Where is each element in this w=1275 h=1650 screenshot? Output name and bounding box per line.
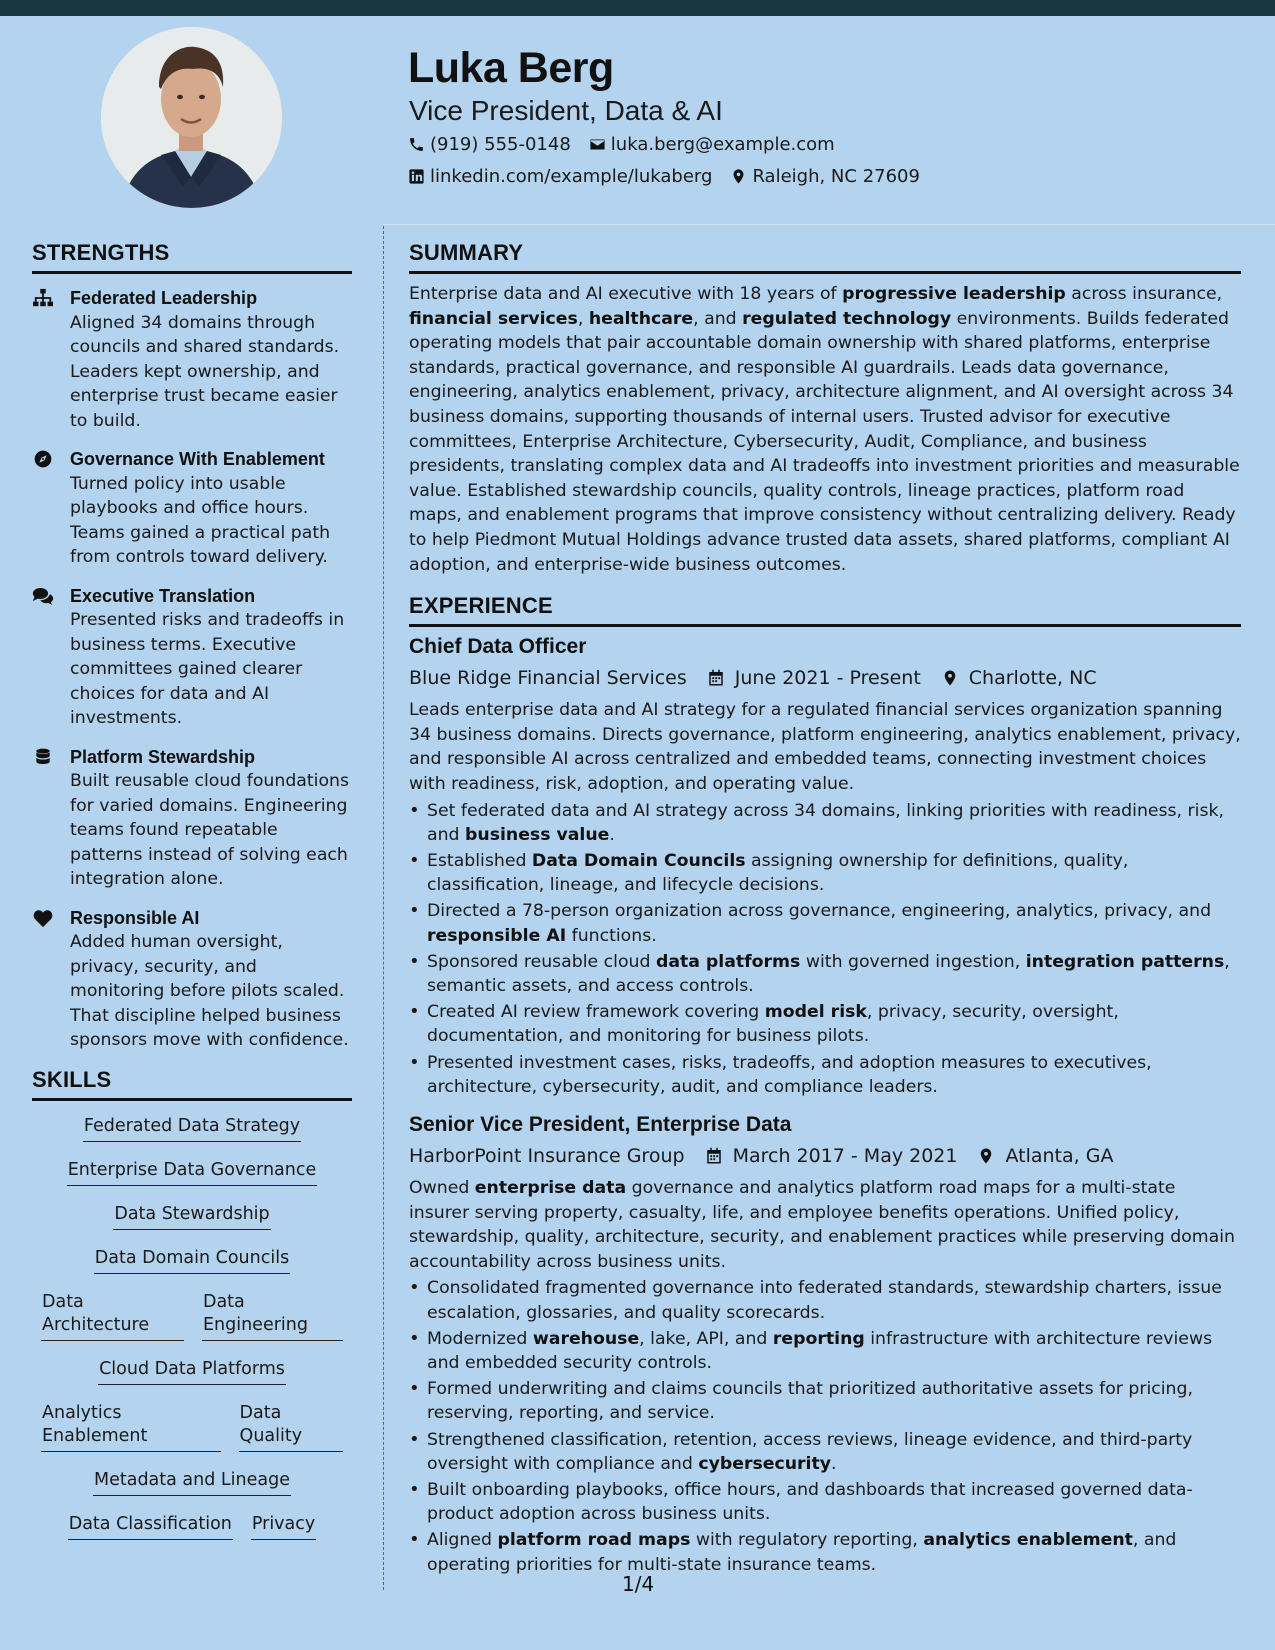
strength-title: Responsible AI bbox=[70, 907, 200, 928]
skill-tag: Data Architecture bbox=[41, 1291, 184, 1341]
strength-desc: Aligned 34 domains through councils and shared standards. Leaders kept ownership, and enterprise trust became easier to build. bbox=[70, 312, 340, 431]
strength-title: Platform Stewardship bbox=[70, 746, 256, 767]
job-dates: June 2021 - Present bbox=[734, 667, 921, 690]
text-run: Modernized bbox=[427, 1328, 533, 1349]
bullet-item bbox=[409, 1051, 1241, 1099]
emphasis-text: progressive leadership bbox=[842, 284, 1066, 304]
email-text: luka.berg@example.com bbox=[610, 134, 835, 155]
strength-item bbox=[32, 745, 352, 892]
column-divider bbox=[383, 226, 384, 1590]
job-entry bbox=[409, 1113, 1241, 1577]
job-meta bbox=[409, 1145, 1241, 1167]
bullet-item bbox=[409, 1528, 1241, 1576]
text-run: Leads enterprise data and AI strategy for a regulated financial services organization spanning 34 business domains. Directs governance, platform engineering, analytics enablement, privacy, and responsible AI across centralized and embedded teams, connecting investment choices with readiness, risk, adoption, and operating value. bbox=[409, 700, 1241, 794]
strength-title: Executive Translation bbox=[70, 585, 256, 606]
emphasis-text: cybersecurity bbox=[698, 1453, 832, 1474]
text-run: Owned bbox=[409, 1177, 475, 1198]
bullet-item bbox=[409, 899, 1241, 947]
database-icon bbox=[32, 747, 54, 767]
emphasis-text: integration patterns bbox=[1025, 951, 1225, 972]
emphasis-text: enterprise data bbox=[474, 1177, 627, 1198]
text-run: Established bbox=[427, 850, 532, 871]
skill-tag: Cloud Data Platforms bbox=[98, 1358, 286, 1385]
text-run: Created AI review framework covering bbox=[427, 1002, 765, 1023]
text-run: Formed underwriting and claims councils that prioritized authoritative assets for pricing, reserving, reporting, and service. bbox=[427, 1379, 1193, 1424]
email-contact[interactable] bbox=[589, 134, 835, 155]
emphasis-text: model risk bbox=[764, 1002, 867, 1023]
emphasis-text: regulated technology bbox=[742, 308, 952, 329]
text-run: Enterprise data and AI executive with 18 years of bbox=[409, 284, 843, 304]
job-company: HarborPoint Insurance Group bbox=[409, 1144, 685, 1167]
sitemap-icon bbox=[32, 288, 54, 308]
compass-icon bbox=[32, 449, 54, 469]
strength-title: Federated Leadership bbox=[70, 288, 258, 308]
emphasis-text: financial services bbox=[409, 308, 578, 329]
bullet-item bbox=[409, 950, 1241, 998]
job-location: Atlanta, GA bbox=[1005, 1144, 1114, 1167]
skill-tag: Federated Data Strategy bbox=[83, 1115, 301, 1142]
strength-title: Governance With Enablement bbox=[70, 449, 325, 469]
bullet-item bbox=[409, 1478, 1241, 1526]
text-run: . bbox=[609, 824, 615, 845]
page-number: 1/4 bbox=[622, 1572, 655, 1596]
candidate-name: Luka Berg bbox=[408, 44, 614, 92]
bullet-item bbox=[409, 1327, 1241, 1375]
envelope-icon bbox=[589, 136, 606, 153]
text-run: Built onboarding playbooks, office hours, and dashboards that increased governed data-product adoption across business units. bbox=[427, 1479, 1193, 1525]
job-bullets bbox=[409, 799, 1241, 1099]
emphasis-text: business value bbox=[465, 824, 610, 845]
phone-icon bbox=[408, 136, 425, 153]
skill-tag: Data Engineering bbox=[202, 1291, 343, 1341]
emphasis-text: analytics enablement bbox=[923, 1530, 1133, 1551]
contact-row-2 bbox=[408, 166, 938, 187]
strength-desc: Added human oversight, privacy, security, and monitoring before pilots scaled. That discipline helped business sponsors move with confidence. bbox=[70, 932, 349, 1050]
text-run: with governed ingestion, bbox=[800, 951, 1026, 972]
strengths-list bbox=[32, 286, 352, 1053]
job-title: Chief Data Officer bbox=[409, 635, 587, 659]
header-divider bbox=[383, 224, 1275, 225]
emphasis-text: Data Domain Councils bbox=[531, 850, 746, 871]
profile-photo bbox=[101, 27, 282, 208]
job-entry bbox=[409, 635, 1241, 1099]
strengths-heading: STRENGTHS bbox=[32, 240, 352, 274]
skill-tag: Privacy bbox=[251, 1513, 316, 1540]
experience-heading: EXPERIENCE bbox=[409, 593, 1241, 627]
bullet-item bbox=[409, 799, 1241, 847]
strength-item bbox=[32, 906, 352, 1053]
phone-text: (919) 555-0148 bbox=[430, 134, 571, 155]
skills-list bbox=[32, 1115, 352, 1557]
text-run: Directed a 78-person organization across governance, engineering, analytics, privacy, and bbox=[427, 901, 1212, 922]
job-dates: March 2017 - May 2021 bbox=[732, 1144, 958, 1167]
contact-row-1 bbox=[408, 134, 853, 155]
heart-icon bbox=[32, 908, 54, 928]
strength-desc: Turned policy into usable playbooks and office hours. Teams gained a practical path from controls toward delivery. bbox=[70, 473, 331, 567]
text-run: Presented investment cases, risks, tradeoffs, and adoption measures to executives, architecture, cybersecurity, audit, and compliance leaders. bbox=[427, 1052, 1152, 1097]
skill-tag: Data Quality bbox=[239, 1402, 343, 1452]
job-title: Senior Vice President, Enterprise Data bbox=[409, 1112, 792, 1136]
candidate-title: Vice President, Data & AI bbox=[409, 95, 723, 126]
skill-tag: Data Stewardship bbox=[113, 1203, 270, 1230]
text-run: , lake, API, and bbox=[639, 1328, 773, 1349]
job-description bbox=[409, 698, 1241, 796]
text-run: Sponsored reusable cloud bbox=[427, 951, 656, 972]
emphasis-text: data platforms bbox=[655, 951, 801, 972]
left-column bbox=[32, 240, 352, 1557]
strength-desc: Built reusable cloud foundations for varied domains. Engineering teams found repeatable patterns instead of solving each integration alone. bbox=[70, 771, 349, 889]
map-pin-icon bbox=[941, 669, 959, 687]
skill-tag: Data Domain Councils bbox=[94, 1247, 290, 1274]
emphasis-text: warehouse bbox=[532, 1328, 640, 1349]
emphasis-text: reporting bbox=[772, 1328, 865, 1349]
text-run: , bbox=[577, 308, 589, 329]
job-meta bbox=[409, 667, 1241, 689]
emphasis-text: responsible AI bbox=[427, 925, 567, 946]
job-company: Blue Ridge Financial Services bbox=[409, 667, 687, 690]
summary-heading: SUMMARY bbox=[409, 240, 1241, 274]
skills-heading: SKILLS bbox=[32, 1067, 352, 1101]
map-pin-icon bbox=[977, 1147, 995, 1165]
text-run: Set federated data and AI strategy across 34 domains, linking priorities with readiness, risk, and bbox=[427, 800, 1224, 845]
location-contact bbox=[730, 166, 920, 187]
text-run: , semantic assets, and access controls. bbox=[427, 951, 1230, 996]
bullet-item bbox=[409, 1000, 1241, 1048]
text-run: environments. Builds federated operating models that pair accountable domain ownership with shared platforms, enterprise standards, practical governance, and responsible AI guardrails. Leads data governance, engineering, analytics enablement, privacy, architecture alignment, and AI oversight across 34 business domains, supporting thousands of internal users. Trusted advisor for executive committees, Enterprise Architecture, Cybersecurity, Audit, Compliance, and business presidents, translating complex data and AI tradeoffs into investment priorities and measurable value. Established stewardship councils, quality controls, lineage practices, platform road maps, and enablement programs that improve consistency without centralizing delivery. Ready to help Piedmont Mutual Holdings advance trusted data assets, shared platforms, compliant AI adoption, and enterprise-wide business outcomes. bbox=[409, 308, 1240, 575]
skill-tag: Enterprise Data Governance bbox=[67, 1159, 318, 1186]
calendar-icon bbox=[707, 669, 725, 687]
location-text: Raleigh, NC 27609 bbox=[752, 166, 920, 187]
text-run: Consolidated fragmented governance into federated standards, stewardship charters, issue escalation, glossaries, and quality scorecards. bbox=[427, 1278, 1222, 1323]
text-run: Strengthened classification, retention, access reviews, lineage evidence, and third-party oversight with compliance and bbox=[427, 1429, 1193, 1474]
text-run: infrastructure with architecture reviews and embedded security controls. bbox=[427, 1328, 1213, 1373]
strength-item bbox=[32, 286, 352, 433]
bullet-item bbox=[409, 1428, 1241, 1476]
strength-desc: Presented risks and tradeoffs in business terms. Executive committees gained clearer choices for data and AI investments. bbox=[70, 610, 345, 728]
skill-tag: Analytics Enablement bbox=[41, 1402, 221, 1452]
text-run: , and bbox=[693, 308, 743, 329]
job-bullets bbox=[409, 1276, 1241, 1576]
text-run: , privacy, security, oversight, documentation, and monitoring for business pilots. bbox=[427, 1002, 1119, 1047]
text-run: Aligned bbox=[427, 1530, 498, 1551]
calendar-icon bbox=[705, 1147, 723, 1165]
linkedin-icon bbox=[408, 168, 425, 185]
emphasis-text: platform road maps bbox=[497, 1530, 691, 1551]
text-run: . bbox=[831, 1453, 837, 1474]
job-location: Charlotte, NC bbox=[968, 667, 1097, 690]
text-run: assigning ownership for definitions, quality, classification, lineage, and lifecycle decisions. bbox=[427, 850, 1129, 896]
linkedin-text: linkedin.com/example/lukaberg bbox=[430, 166, 713, 187]
skill-tag: Data Classification bbox=[68, 1513, 233, 1540]
text-run: governance and analytics platform road maps for a multi-state insurer serving property, casualty, life, and employee benefits operations. Unified policy, stewardship, quality, architecture, security, and enablement practices while preserving domain accountability across business units. bbox=[409, 1177, 1235, 1272]
bullet-item bbox=[409, 1377, 1241, 1425]
right-column bbox=[409, 240, 1241, 1579]
emphasis-text: healthcare bbox=[588, 308, 694, 329]
text-run: across insurance, bbox=[1065, 284, 1223, 304]
text-run: , and operating priorities for multi-state insurance teams. bbox=[427, 1530, 1177, 1575]
strength-item bbox=[32, 447, 352, 570]
linkedin-contact[interactable] bbox=[408, 166, 712, 187]
phone-contact[interactable] bbox=[408, 134, 571, 155]
job-description bbox=[409, 1176, 1241, 1274]
summary-text bbox=[409, 282, 1241, 577]
comments-icon bbox=[32, 586, 54, 606]
text-run: functions. bbox=[566, 925, 657, 946]
map-pin-icon bbox=[730, 168, 747, 185]
skill-tag: Metadata and Lineage bbox=[93, 1469, 291, 1496]
top-accent-bar bbox=[0, 0, 1275, 16]
bullet-item bbox=[409, 1276, 1241, 1324]
bullet-item bbox=[409, 849, 1241, 897]
text-run: with regulatory reporting, bbox=[690, 1530, 924, 1551]
strength-item bbox=[32, 584, 352, 731]
